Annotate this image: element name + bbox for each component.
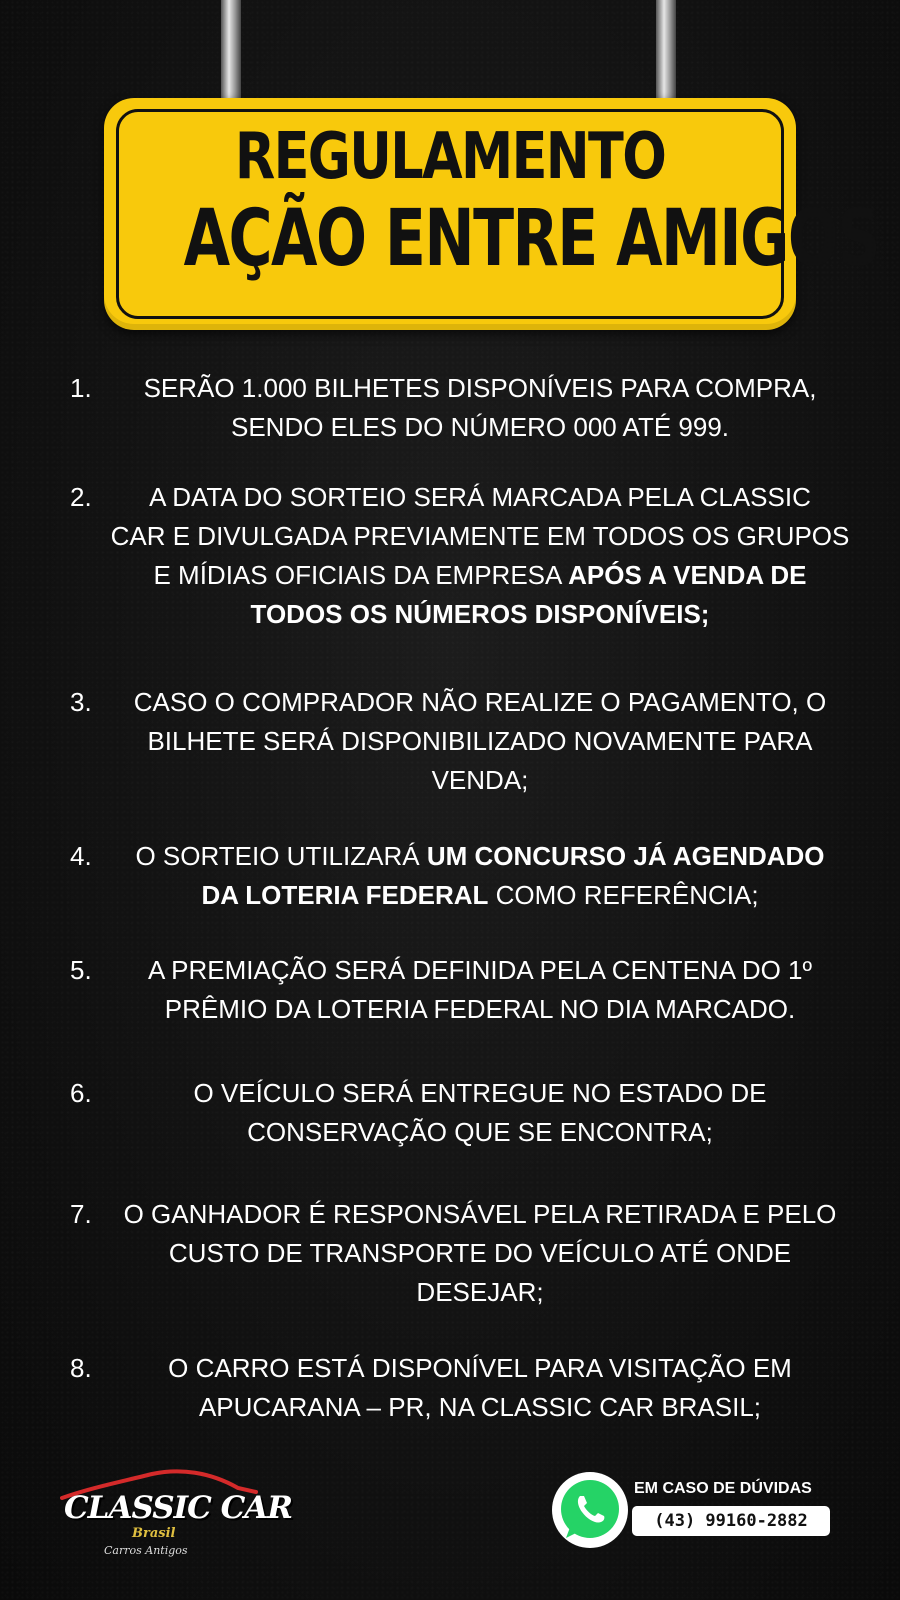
- rule-line: O SORTEIO UTILIZARÁ: [135, 841, 427, 871]
- rule-emphasis: APÓS A VENDA DE: [568, 560, 807, 590]
- whatsapp-glyph-icon: [552, 1472, 628, 1548]
- logo-subtitle: Brasil: [132, 1526, 176, 1541]
- rule-item-4: [60, 837, 860, 915]
- rule-item-1: [60, 369, 860, 447]
- rule-emphasis: UM CONCURSO JÁ AGENDADO: [426, 841, 825, 871]
- rule-number: 5.: [70, 955, 92, 985]
- rule-line: A DATA DO SORTEIO SERÁ MARCADA PELA CLASSIC: [149, 482, 811, 512]
- rule-line: O GANHADOR É RESPONSÁVEL PELA RETIRADA E PELO: [123, 1199, 837, 1229]
- logo-wordmark: CLASSIC CAR: [64, 1490, 293, 1526]
- rule-line: CAR E DIVULGADA PREVIAMENTE EM TODOS OS GRUPOS: [110, 521, 850, 551]
- logo-tagline: Carros Antigos: [104, 1544, 188, 1557]
- rule-number: 7.: [70, 1199, 92, 1229]
- sign-title-line1: REGULAMENTO: [234, 120, 666, 194]
- rule-line: A PREMIAÇÃO SERÁ DEFINIDA PELA CENTENA DO 1º: [147, 955, 812, 985]
- rule-text: [60, 683, 860, 800]
- rule-text: [60, 369, 860, 447]
- contact-label: EM CASO DE DÚVIDAS: [634, 1480, 812, 1497]
- rule-line: SERÃO 1.000 BILHETES DISPONÍVEIS PARA COMPRA,: [143, 373, 817, 403]
- rule-text: [60, 1349, 860, 1427]
- rule-item-7: [60, 1195, 860, 1312]
- rule-line: CASO O COMPRADOR NÃO REALIZE O PAGAMENTO, O: [133, 687, 827, 717]
- rule-text: [60, 478, 860, 634]
- rule-number: 6.: [70, 1078, 92, 1108]
- phone-number[interactable]: (43) 99160-2882: [632, 1506, 830, 1536]
- rule-emphasis: TODOS OS NÚMEROS DISPONÍVEIS;: [250, 599, 710, 629]
- rule-number: 4.: [70, 841, 92, 871]
- sign-title-line2: AÇÃO ENTRE AMIGOS: [183, 194, 880, 284]
- classic-car-logo: [60, 1466, 293, 1557]
- rule-item-3: [60, 683, 860, 800]
- rule-number: 2.: [70, 482, 92, 512]
- rule-line: E MÍDIAS OFICIAIS DA EMPRESA: [153, 560, 569, 590]
- rule-line: PRÊMIO DA LOTERIA FEDERAL NO DIA MARCADO.: [164, 994, 796, 1024]
- rule-text: [60, 1195, 860, 1312]
- rule-line: O CARRO ESTÁ DISPONÍVEL PARA VISITAÇÃO EM: [168, 1353, 792, 1383]
- rule-item-2: [60, 478, 860, 634]
- rule-line: O VEÍCULO SERÁ ENTREGUE NO ESTADO DE: [193, 1078, 767, 1108]
- rule-number: 1.: [70, 373, 92, 403]
- rule-line: BILHETE SERÁ DISPONIBILIZADO NOVAMENTE PARA: [147, 726, 813, 756]
- rule-text: [60, 1074, 860, 1152]
- rule-line: DESEJAR;: [416, 1277, 544, 1307]
- rule-item-8: [60, 1349, 860, 1427]
- rule-line: CUSTO DE TRANSPORTE DO VEÍCULO ATÉ ONDE: [168, 1238, 792, 1268]
- rule-item-5: [60, 951, 860, 1029]
- rule-text: [60, 951, 860, 1029]
- whatsapp-icon[interactable]: [552, 1472, 628, 1548]
- contact-block: [552, 1472, 852, 1552]
- rule-line: COMO REFERÊNCIA;: [488, 880, 759, 910]
- rule-line: APUCARANA – PR, NA CLASSIC CAR BRASIL;: [198, 1392, 762, 1422]
- rule-emphasis: DA LOTERIA FEDERAL: [201, 880, 489, 910]
- rule-number: 8.: [70, 1353, 92, 1383]
- rule-line: CONSERVAÇÃO QUE SE ENCONTRA;: [247, 1117, 713, 1147]
- rule-item-6: [60, 1074, 860, 1152]
- rule-line: VENDA;: [431, 765, 529, 795]
- rule-line: SENDO ELES DO NÚMERO 000 ATÉ 999.: [230, 412, 730, 442]
- rule-number: 3.: [70, 687, 92, 717]
- rule-text: [60, 837, 860, 915]
